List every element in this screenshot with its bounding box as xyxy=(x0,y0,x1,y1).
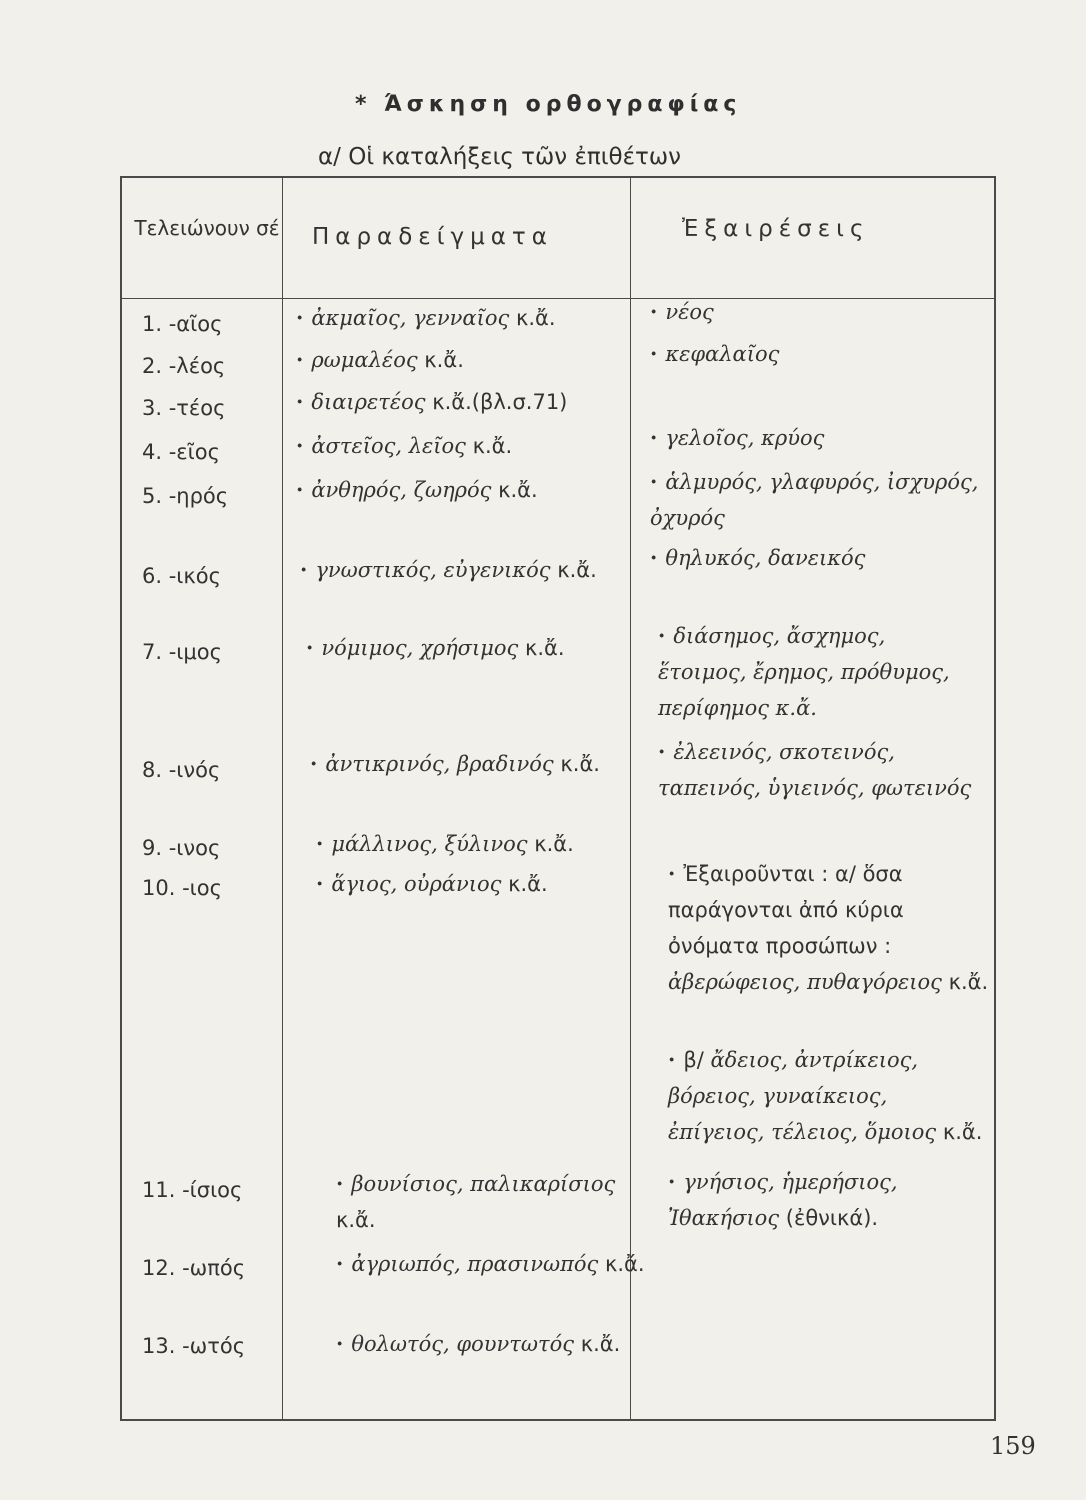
ending-3: 3. -τέος xyxy=(142,396,226,420)
example-7: · νόμιμος, χρήσιμος κ.ἄ. xyxy=(306,635,565,660)
exception-5: · ἁλμυρός, γλαφυρός, ἰσχυρός, ὀχυρός xyxy=(650,469,979,530)
exception-6: · θηλυκός, δανεικός xyxy=(650,545,866,570)
example-1: · ἀκμαῖος, γενναῖος κ.ἄ. xyxy=(296,305,556,330)
example-12: · ἀγριωπός, πρασινωπός κ.ἄ. xyxy=(336,1251,645,1276)
header-examples: Παραδείγματα xyxy=(312,224,553,250)
ending-9: 9. -ινος xyxy=(142,836,221,860)
ending-1: 1. -αῖος xyxy=(142,312,223,336)
exception-11: · γνήσιος, ἡμερήσιος, Ἰθακήσιος (ἐθνικά). xyxy=(668,1169,898,1230)
exception-10: · Ἐξαιροῦνται : α/ ὅσα παράγονται ἀπό κύρια ὀνόματα προσώπων : ἀβερώφειος, πυθαγόρειος κ.ἄ. xyxy=(668,861,989,994)
page-title: * Άσκηση ορθογραφίας xyxy=(355,92,742,117)
page-number: 159 xyxy=(990,1432,1036,1460)
ending-13: 13. -ωτός xyxy=(142,1334,246,1358)
ending-5: 5. -ηρός xyxy=(142,484,229,508)
page-subtitle: α/ Οἱ καταλήξεις τῶν ἐπιθέτων xyxy=(318,144,681,170)
example-2: · ρωμαλέος κ.ἄ. xyxy=(296,347,464,372)
ending-4: 4. -εῖος xyxy=(142,440,220,464)
example-11: · βουνίσιος, παλικαρίσιος κ.ἄ. xyxy=(336,1171,616,1232)
ending-7: 7. -ιμος xyxy=(142,640,222,664)
example-6: · γνωστικός, εὐγενικός κ.ἄ. xyxy=(300,557,597,582)
ending-10: 10. -ιος xyxy=(142,876,222,900)
example-9: · μάλλινος, ξύλινος κ.ἄ. xyxy=(316,831,574,856)
header-exceptions: Ἐξαιρέσεις xyxy=(682,216,870,242)
exception-4: · γελοῖος, κρύος xyxy=(650,425,825,450)
exception-8: · ἐλεεινός, σκοτεινός, ταπεινός, ὑγιεινός, φωτεινός xyxy=(658,739,972,800)
ending-6: 6. -ικός xyxy=(142,564,221,588)
header-endings: Τελειώνουν σέ xyxy=(134,216,280,240)
ending-12: 12. -ωπός xyxy=(142,1256,246,1280)
exception-1: · νέος xyxy=(650,299,714,324)
example-8: · ἀντικρινός, βραδινός κ.ἄ. xyxy=(310,751,600,776)
example-4: · ἀστεῖος, λεῖος κ.ἄ. xyxy=(296,433,513,458)
ending-11: 11. -ίσιος xyxy=(142,1178,243,1202)
example-10: · ἅγιος, οὐράνιος κ.ἄ. xyxy=(316,871,548,896)
example-13: · θολωτός, φουντωτός κ.ἄ. xyxy=(336,1331,621,1356)
ending-2: 2. -λέος xyxy=(142,354,226,378)
example-5: · ἀνθηρός, ζωηρός κ.ἄ. xyxy=(296,477,538,502)
exception-2: · κεφαλαῖος xyxy=(650,341,780,366)
column-divider xyxy=(282,178,283,1419)
ending-8: 8. -ινός xyxy=(142,758,221,782)
exception-7: · διάσημος, ἄσχημος, ἕτοιμος, ἔρημος, πρόθυμος, περίφημος κ.ἄ. xyxy=(658,623,950,720)
example-3: · διαιρετέος κ.ἄ.(βλ.σ.71) xyxy=(296,389,568,414)
exception-10b: · β/ ἄδειος, ἀντρίκειος, βόρειος, γυναίκειος, ἐπίγειος, τέλειος, ὅμοιος κ.ἄ. xyxy=(668,1047,983,1144)
